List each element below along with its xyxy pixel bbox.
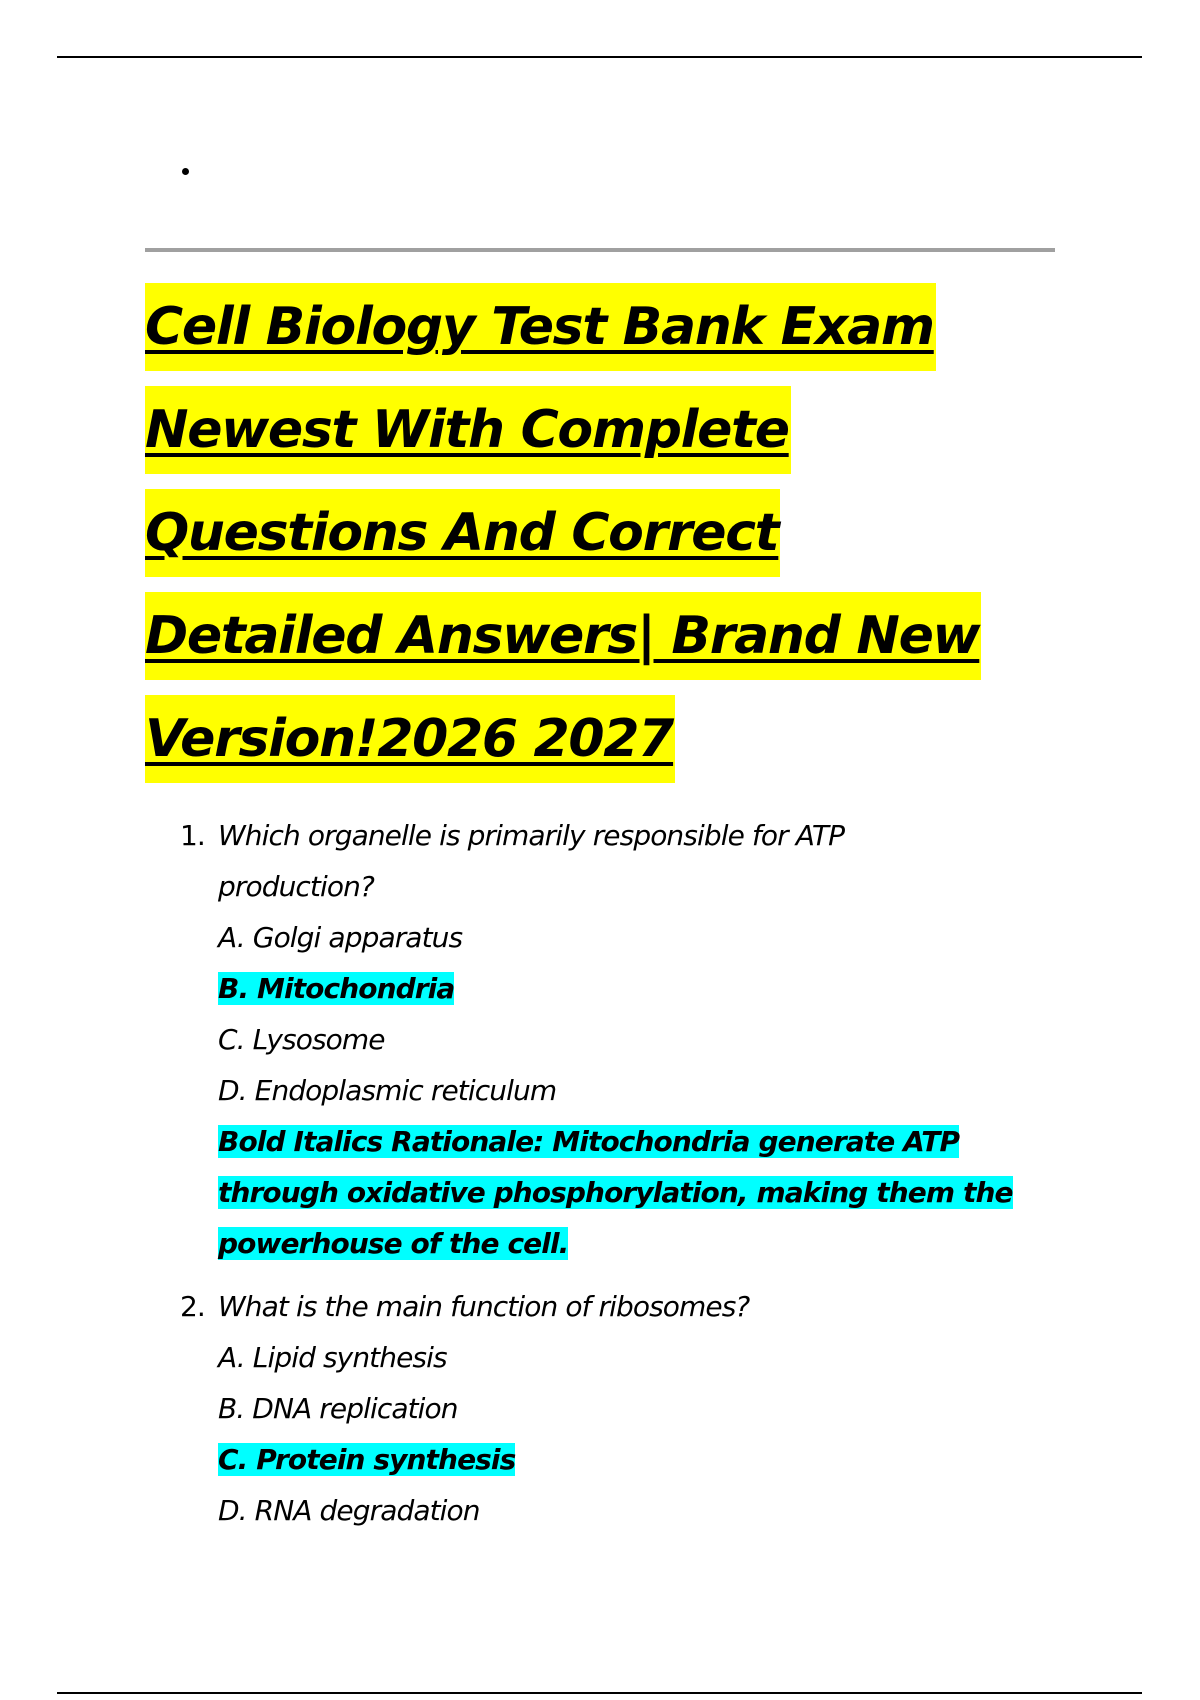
title-line: Detailed Answers| Brand New	[145, 592, 1145, 695]
option-d: D. RNA degradation	[218, 1494, 480, 1527]
option-b-correct: B. Mitochondria	[218, 972, 455, 1005]
footer-rule	[57, 1692, 1142, 1694]
option-a: A. Golgi apparatus	[218, 921, 463, 954]
question-2	[180, 1281, 1080, 1536]
rationale-line: powerhouse of the cell.	[218, 1227, 569, 1260]
question-text-continued: production?	[218, 870, 374, 903]
question-text: 2. What is the main function of ribosomes?	[180, 1281, 1080, 1332]
title-line: Cell Biology Test Bank Exam	[145, 283, 1145, 386]
title-line: Newest With Complete	[145, 386, 1145, 489]
question-number: 1.	[180, 819, 205, 852]
question-1	[180, 810, 1080, 1269]
question-list	[180, 810, 1080, 1548]
option-a: A. Lipid synthesis	[218, 1341, 447, 1374]
rationale-line: Bold Italics Rationale: Mitochondria generate ATP	[218, 1125, 960, 1158]
header-rule	[57, 56, 1142, 58]
option-b: B. DNA replication	[218, 1392, 458, 1425]
section-divider	[145, 248, 1055, 252]
option-c-correct: C. Protein synthesis	[218, 1443, 516, 1476]
rationale-line: through oxidative phosphorylation, making them the	[218, 1176, 1013, 1209]
title-line: Questions And Correct	[145, 489, 1145, 592]
option-d: D. Endoplasmic reticulum	[218, 1074, 557, 1107]
question-text: 1. Which organelle is primarily responsible for ATP	[180, 810, 1080, 861]
bullet-dot	[182, 168, 189, 175]
option-c: C. Lysosome	[218, 1023, 385, 1056]
document-title	[145, 283, 1145, 798]
question-number: 2.	[180, 1290, 205, 1323]
title-line: Version!2026 2027	[145, 695, 1145, 798]
